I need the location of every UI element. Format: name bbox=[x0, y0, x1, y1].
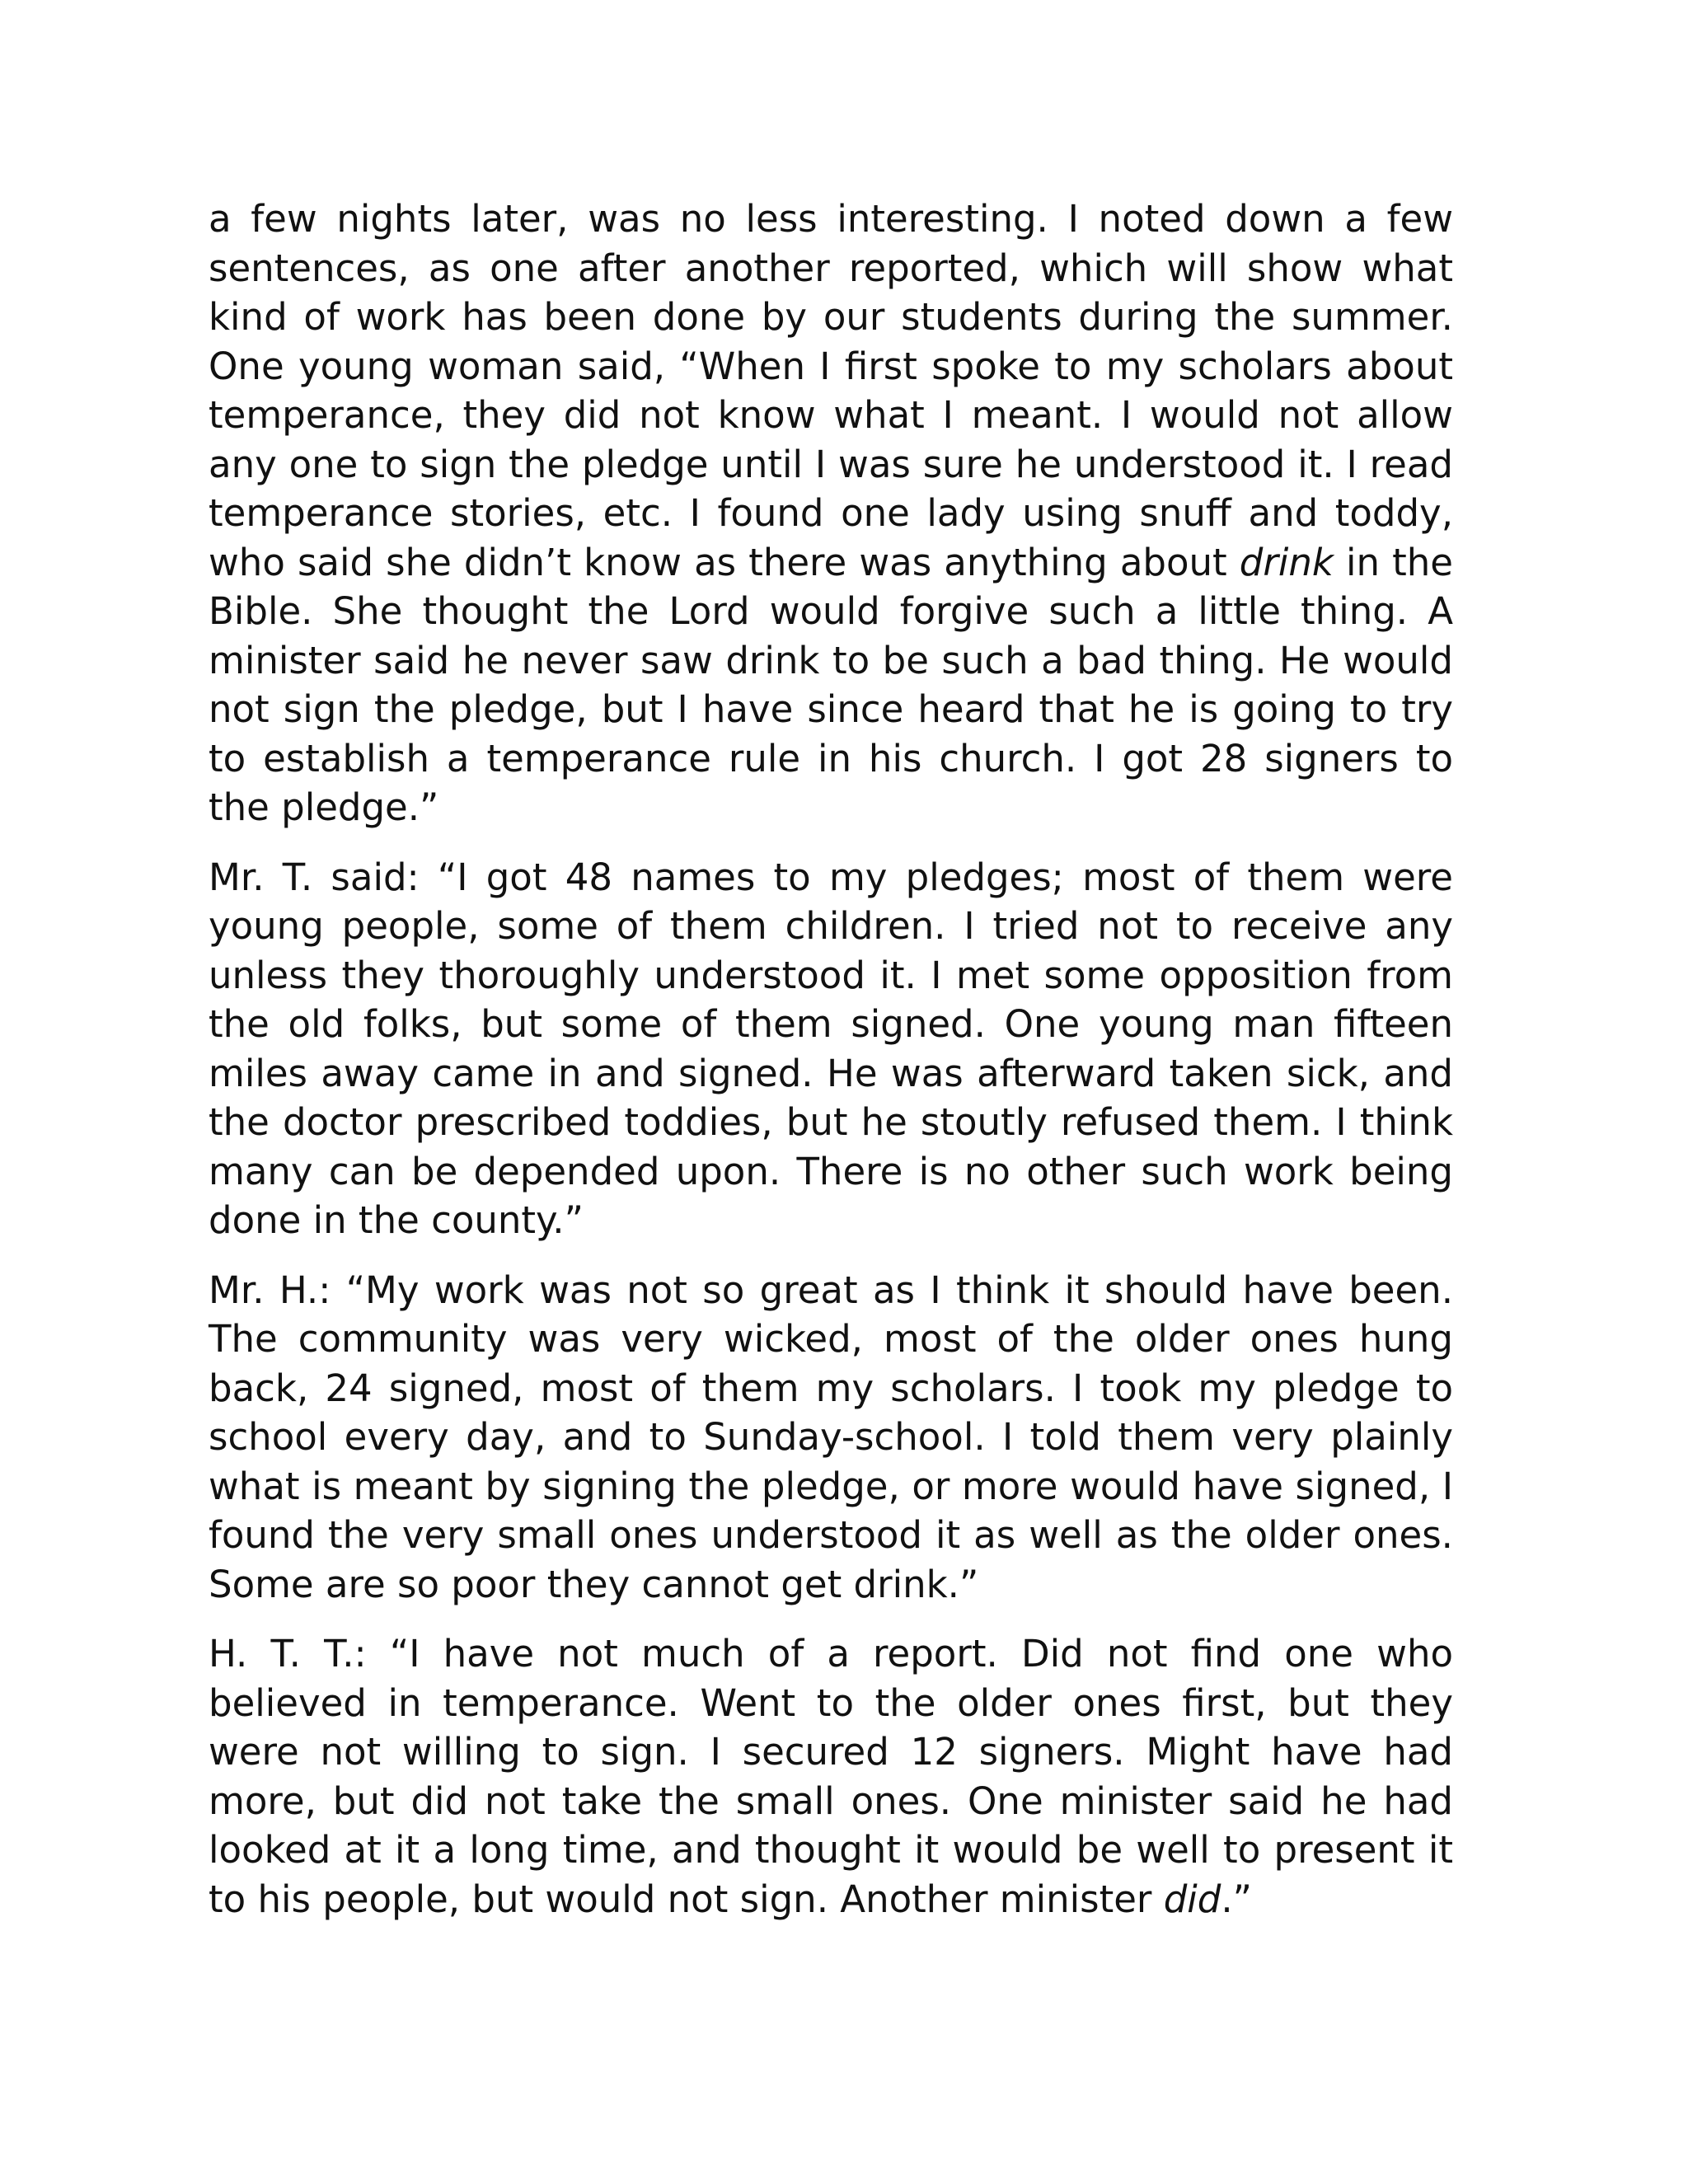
paragraph-text: .” bbox=[1221, 1877, 1252, 1921]
paragraph-1 bbox=[209, 194, 1453, 832]
paragraph-4 bbox=[209, 1629, 1453, 1924]
paragraph-2 bbox=[209, 853, 1453, 1245]
paragraph-text: a few nights later, was no less interesting. I noted down a few sentences, as one after another reported, which will show what kind of work has been done by our students during the summer. One young woman said, “When I first spoke to my scholars about temperance, they did not know what I meant. I would not allow any one to sign the pledge until I was sure he understood it. I read temperance stories, etc. I found one lady using snuff and toddy, who said she didn’t know as there was anything about bbox=[209, 197, 1453, 584]
paragraph-text: in the Bible. She thought the Lord would forgive such a little thing. A minister said he never saw drink to be such a bad thing. He would not sign the pledge, but I have since heard that he is going to try to establish a temperance rule in his church. I got 28 signers to the pledge.” bbox=[209, 540, 1453, 829]
paragraph-text: Mr. H.: “My work was not so great as I think it should have been. The community was very wicked, most of the older ones hung back, 24 signed, most of them my scholars. I took my pledge to school every day, and to Sunday-school. I told them very plainly what is meant by signing the pledge, or more would have signed, I found the very small ones understood it as well as the older ones. Some are so poor they cannot get drink.” bbox=[209, 1268, 1453, 1606]
paragraph-text: Mr. T. said: “I got 48 names to my pledges; most of them were young people, some of them children. I tried not to receive any unless they thoroughly understood it. I met some opposition from the old folks, but some of them signed. One young man fifteen miles away came in and signed. He was afterward taken sick, and the doctor prescribed toddies, but he stoutly refused them. I think many can be depended upon. There is no other such work being done in the county.” bbox=[209, 855, 1453, 1242]
emphasis-text: drink bbox=[1239, 540, 1334, 584]
paragraph-3 bbox=[209, 1266, 1453, 1610]
emphasis-text: did bbox=[1163, 1877, 1221, 1921]
body-text bbox=[209, 194, 1453, 1924]
paragraph-text: H. T. T.: “I have not much of a report. Did not find one who believed in temperance. Went to the older ones first, but they were not willing to sign. I secured 12 signers. Might have had more, but did not take the small ones. One minister said he had looked at it a long time, and thought it would be well to present it to his people, but would not sign. Another minister bbox=[209, 1632, 1453, 1921]
